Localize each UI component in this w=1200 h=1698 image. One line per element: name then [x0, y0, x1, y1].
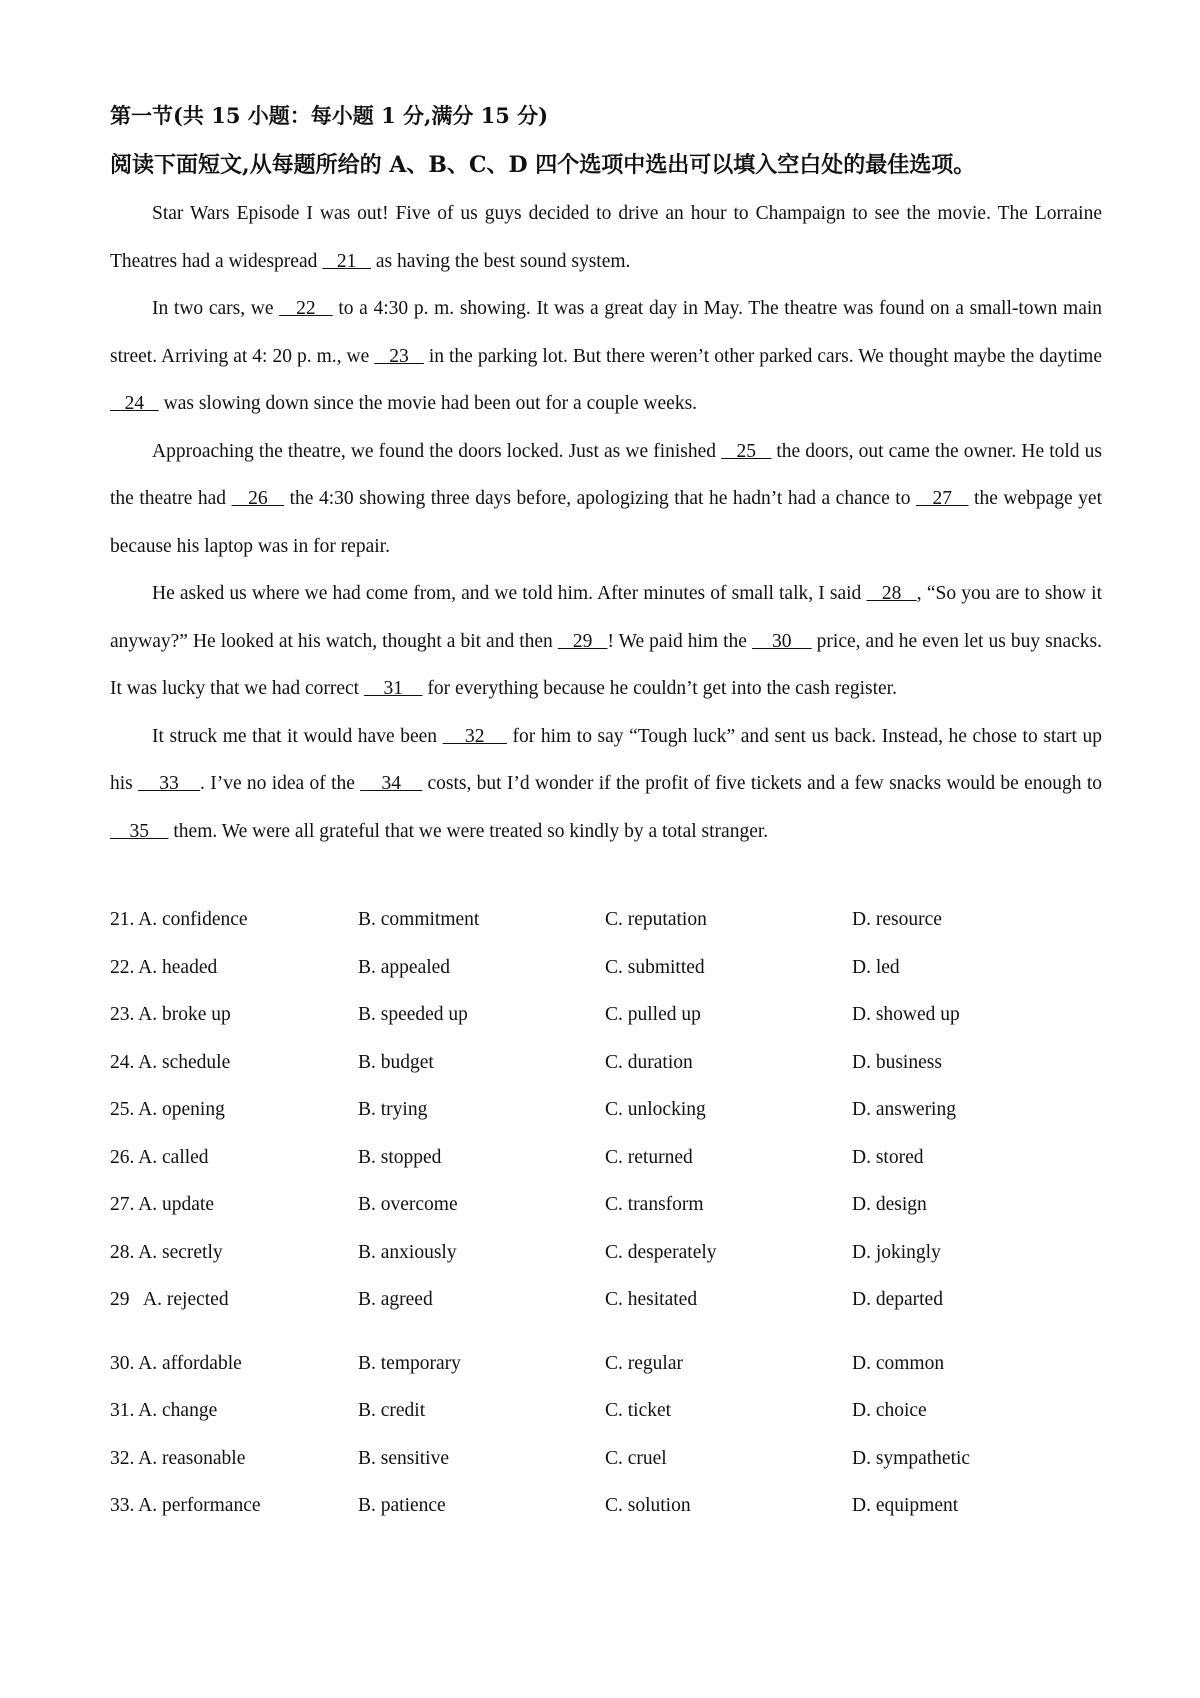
passage-text: for everything because he couldn’t get into the cash register. [422, 678, 897, 699]
option-a: 32. A. reasonable [110, 1447, 246, 1469]
paragraph-4 [110, 570, 1102, 713]
passage-text: Approaching the theatre, we found the doors locked. Just as we finished [152, 440, 722, 462]
paragraph-2 [110, 285, 1102, 428]
cloze-passage [110, 190, 1102, 855]
option-d: D. led [852, 956, 900, 978]
blank-29: 29 [557, 630, 608, 652]
passage-text: In two cars, we [152, 298, 280, 319]
option-c: C. ticket [605, 1400, 672, 1421]
passage-text: to a 4:30 p. m. showing. It was a great day in May. The theatre was found on a small-town main street. Arriving at 4: 20 p. m., we [110, 298, 1103, 367]
question-row [110, 1340, 1102, 1388]
option-d: D. business [852, 1051, 942, 1073]
passage-text: in the parking lot. But there weren’t other parked cars. We thought maybe the daytime [423, 345, 1103, 367]
option-d: D. answering [852, 1099, 956, 1120]
option-c: C. returned [605, 1146, 693, 1168]
option-b: B. commitment [358, 909, 480, 930]
option-b: B. agreed [358, 1289, 433, 1310]
option-d: D. departed [852, 1289, 943, 1310]
section-title: 第一节(共 15 小题：每小题 1 分,满分 15 分) [110, 103, 549, 128]
option-b: B. anxiously [358, 1241, 457, 1263]
blank-21: 21 [322, 250, 371, 272]
question-row [110, 1134, 1102, 1182]
option-c: C. cruel [605, 1447, 667, 1469]
question-row [110, 1181, 1102, 1229]
passage-text: , “So you are to show it anyway?” He looked at his watch, thought a bit and then [110, 583, 1102, 652]
blank-22: 22 [279, 298, 333, 319]
passage-text: as having the best sound system. [370, 250, 631, 272]
blank-33: 33 [138, 773, 201, 794]
passage-text: . I’ve no idea of the [200, 773, 361, 794]
answer-options [110, 896, 1102, 1530]
option-b: B. overcome [358, 1194, 458, 1215]
question-row [110, 1435, 1102, 1483]
option-c: C. duration [605, 1051, 693, 1073]
blank-35: 35 [110, 820, 169, 842]
passage-text: them. We were all grateful that we were treated so kindly by a total stranger. [168, 820, 769, 842]
option-d: D. stored [852, 1146, 924, 1168]
option-a: 30. A. affordable [110, 1352, 242, 1374]
option-a: 21. A. confidence [110, 909, 248, 930]
option-c: C. regular [605, 1352, 683, 1374]
passage-text: was slowing down since the movie had been out for a couple weeks. [158, 393, 698, 414]
option-a: 31. A. change [110, 1400, 218, 1421]
question-row [110, 991, 1102, 1039]
passage-text: price, and he even let us buy snacks. It was lucky that we had correct [110, 630, 1102, 699]
blank-25: 25 [721, 440, 772, 462]
option-c: C. unlocking [605, 1099, 706, 1120]
passage-text: It struck me that it would have been [152, 725, 443, 747]
option-c: C. pulled up [605, 1004, 701, 1025]
option-d: D. jokingly [852, 1241, 941, 1263]
blank-23: 23 [374, 345, 424, 367]
blank-26: 26 [231, 488, 285, 509]
blank-30: 30 [751, 630, 812, 652]
paragraph-3 [110, 428, 1102, 571]
option-d: D. choice [852, 1400, 927, 1421]
passage-text: ! We paid him the [607, 630, 752, 652]
question-row [110, 1482, 1102, 1530]
blank-27: 27 [915, 488, 969, 509]
question-row [110, 1229, 1102, 1277]
blank-34: 34 [360, 773, 423, 794]
option-b: B. credit [358, 1400, 426, 1421]
question-row [110, 1086, 1102, 1134]
passage-text: the webpage yet because his laptop was in for repair. [110, 488, 1102, 557]
option-b: B. sensitive [358, 1447, 449, 1469]
question-row [110, 944, 1102, 992]
option-b: B. stopped [358, 1146, 442, 1168]
question-row [110, 1387, 1102, 1435]
question-row [110, 1039, 1102, 1087]
option-a: 33. A. performance [110, 1495, 261, 1516]
option-b: B. speeded up [358, 1004, 468, 1025]
option-d: D. equipment [852, 1495, 959, 1516]
option-a: 23. A. broke up [110, 1004, 231, 1025]
option-a: 28. A. secretly [110, 1241, 223, 1263]
option-a: 26. A. called [110, 1146, 209, 1168]
passage-text: for him to say “Tough luck” and sent us back. Instead, he chose to start up his [110, 725, 1102, 794]
passage-text: Star Wars Episode I was out! Five of us guys decided to drive an hour to Champaign to see the movie. The Lorraine Theatres had a widespread [110, 203, 1102, 272]
option-c: C. solution [605, 1495, 691, 1516]
paragraph-5 [110, 713, 1102, 856]
option-a: 24. A. schedule [110, 1051, 231, 1073]
question-row [110, 896, 1102, 944]
blank-31: 31 [363, 678, 423, 699]
question-row [110, 1276, 1102, 1324]
option-b: B. appealed [358, 956, 451, 978]
option-b: B. patience [358, 1495, 446, 1516]
option-b: B. budget [358, 1051, 434, 1073]
passage-text: He asked us where we had come from, and we told him. After minutes of small talk, I said [152, 583, 867, 604]
option-d: D. common [852, 1352, 945, 1374]
instructions: 阅读下面短文,从每题所给的 A、B、C、D 四个选项中选出可以填入空白处的最佳选项。 [110, 152, 976, 178]
option-d: D. showed up [852, 1004, 960, 1025]
option-a: 29 A. rejected [110, 1289, 229, 1310]
option-c: C. desperately [605, 1241, 717, 1263]
option-d: D. resource [852, 909, 942, 930]
passage-text: the 4:30 showing three days before, apologizing that he hadn’t had a chance to [284, 488, 916, 509]
option-b: B. temporary [358, 1352, 461, 1374]
blank-24: 24 [110, 393, 159, 414]
option-c: C. transform [605, 1194, 704, 1215]
option-c: C. submitted [605, 956, 705, 978]
paragraph-1 [110, 190, 1102, 285]
option-a: 25. A. opening [110, 1099, 225, 1120]
option-b: B. trying [358, 1099, 428, 1120]
option-c: C. hesitated [605, 1289, 698, 1310]
option-c: C. reputation [605, 909, 707, 930]
passage-text: costs, but I’d wonder if the profit of five tickets and a few snacks would be enough to [422, 773, 1103, 794]
option-d: D. design [852, 1194, 927, 1215]
option-d: D. sympathetic [852, 1447, 971, 1469]
blank-32: 32 [442, 725, 507, 747]
option-a: 22. A. headed [110, 956, 218, 978]
option-a: 27. A. update [110, 1194, 214, 1215]
passage-text: the doors, out came the owner. He told us the theatre had [110, 440, 1102, 509]
blank-28: 28 [866, 583, 917, 604]
